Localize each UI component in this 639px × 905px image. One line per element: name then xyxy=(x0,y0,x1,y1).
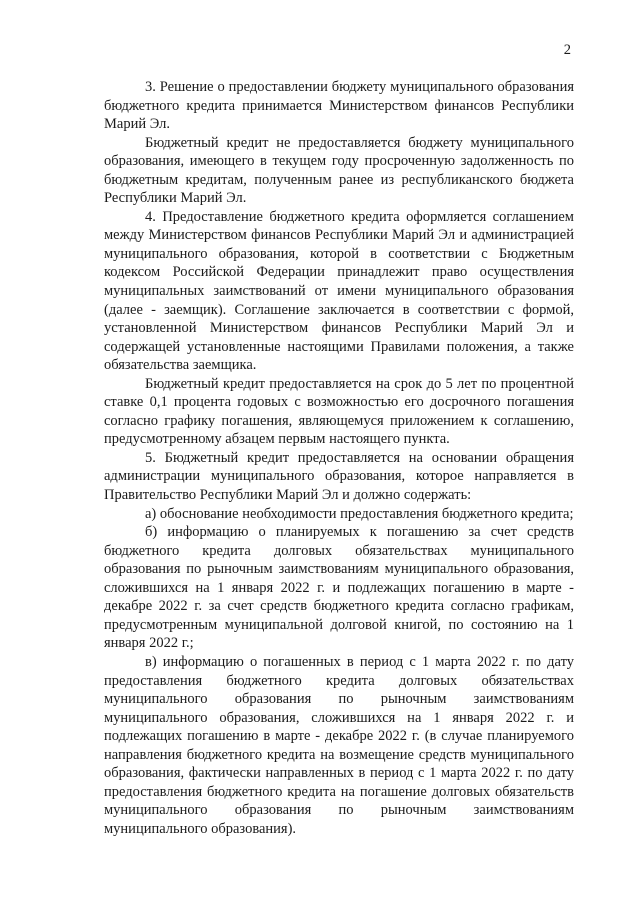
paragraph-decision: 3. Решение о предоставлении бюджету муниципального образования бюджетного кредита принимается Министерством финансов Республики Марий Эл. xyxy=(104,79,574,133)
paragraph-item-b: б) информацию о планируемых к погашению за счет средств бюджетного кредита долговых обязательствах муниципального образования по рыночным заимствованиям муниципального образования, сложившихся на 1 января 2022 г. и подлежащих погашению в марте - декабре 2022 г. за счет средств бюджетного кредита согласно графикам, предусмотренным муниципальной долговой книгой, по состоянию на 1 января 2022 г.; xyxy=(104,524,574,652)
paragraph-agreement: 4. Предоставление бюджетного кредита оформляется соглашением между Министерством финансов Республики Марий Эл и администрацией муниципального образования, которой в соответствии с Бюджетным кодексом Российской Федерации принадлежит право осуществления муниципальных заимствований от имени муниципального образования (далее - заемщик). Соглашение заключается в соответствии с формой, установленной Министерством финансов Республики Марий Эл и содержащей установленные настоящими Правилами положения, а также обязательства заемщика. xyxy=(104,208,574,374)
paragraph-application: 5. Бюджетный кредит предоставляется на основании обращения администрации муниципального образования, которое направляется в Правительство Республики Марий Эл и должно содержать: xyxy=(104,449,574,504)
page-number: 2 xyxy=(563,42,571,58)
paragraph-credit-terms: Бюджетный кредит предоставляется на срок до 5 лет по процентной ставке 0,1 процента годовых с возможностью его досрочного погашения согласно графику погашения, являющемуся приложением к соглашению, предусмотренному абзацем первым настоящего пункта. xyxy=(104,375,574,448)
paragraph-item-a: а) обоснование необходимости предоставления бюджетного кредита; xyxy=(145,505,574,522)
paragraph-item-v: в) информацию о погашенных в период с 1 марта 2022 г. по дату предоставления бюджетного кредита долговых обязательствах муниципального образования по рыночным заимствованиям муниципального образования, сложившихся на 1 января 2022 г. и подлежащих погашению в марте - декабре 2022 г. (в случае планируемого направления бюджетного кредита на возмещение средств муниципального образования, фактически направленных в период с 1 марта 2022 г. по дату предоставления бюджетного кредита на погашение долговых обязательств муниципального образования по рыночным заимствованиям муниципального образования). xyxy=(104,653,574,837)
document-body xyxy=(104,78,574,838)
paragraph-no-credit-overdue: Бюджетный кредит не предоставляется бюджету муниципального образования, имеющего в текущем году просроченную задолженность по бюджетным кредитам, полученным ранее из республиканского бюджета Республики Марий Эл. xyxy=(104,134,574,207)
